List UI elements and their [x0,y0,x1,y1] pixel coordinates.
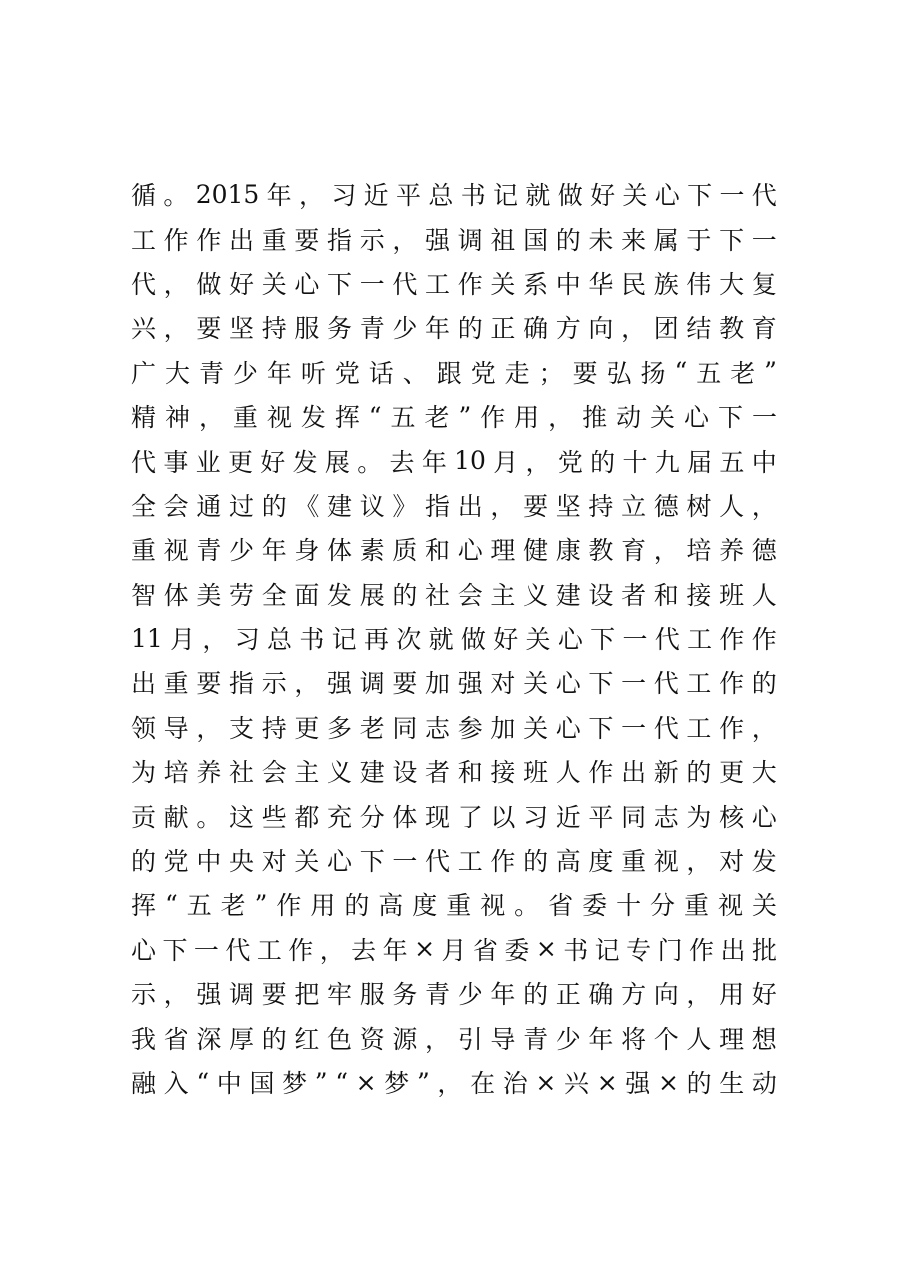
text-line: 精 神 ， 重 视 发 挥 “ 五 老 ” 作 用 ， 推 动 关 心 下 一 [131,401,777,433]
text-line: 广 大 青 少 年 听 党 话 、 跟 党 走 ； 要 弘 扬 “ 五 老 ” [131,357,777,388]
text-line: 智 体 美 劳 全 面 发 展 的 社 会 主 义 建 设 者 和 接 班 人 [131,580,777,610]
body-text [131,172,777,1104]
text-line: 为 培 养 社 会 主 义 建 设 者 和 接 班 人 作 出 新 的 更 大 [131,758,777,788]
text-line: 的 党 中 央 对 关 心 下 一 代 工 作 的 高 度 重 视 ， 对 发 [131,847,777,877]
text-line: 领 导 ， 支 持 更 多 老 同 志 参 加 关 心 下 一 代 工 作 ， [131,713,777,743]
text-line: 循 。 2015 年 ， 习 近 平 总 书 记 就 做 好 关 心 下 一 代 [131,179,777,211]
text-line: 11 月 ， 习 总 书 记 再 次 就 做 好 关 心 下 一 代 工 作 作 [131,623,777,655]
text-line: 全 会 通 过 的 《 建 议 》 指 出 ， 要 坚 持 立 德 树 人 ， [131,491,777,521]
text-line: 示 ， 强 调 要 把 牢 服 务 青 少 年 的 正 确 方 向 ， 用 好 [131,980,777,1010]
text-line: 工 作 作 出 重 要 指 示 ， 强 调 祖 国 的 未 来 属 于 下 一 [131,225,777,255]
text-line: 挥 “ 五 老 ” 作 用 的 高 度 重 视 。 省 委 十 分 重 视 关 [131,889,777,921]
text-line: 代 ， 做 好 关 心 下 一 代 工 作 关 系 中 华 民 族 伟 大 复 [131,269,777,299]
text-line: 代 事 业 更 好 发 展 。 去 年 10 月 ， 党 的 十 九 届 五 中 [131,446,777,477]
text-line: 兴 ， 要 坚 持 服 务 青 少 年 的 正 确 方 向 ， 团 结 教 育 [131,314,777,344]
text-line: 融 入 “ 中 国 梦 ” “ × 梦 ” ， 在 治 × 兴 × 强 × 的 生 动 [131,1067,777,1098]
text-line: 贡 献 。 这 些 都 充 分 体 现 了 以 习 近 平 同 志 为 核 心 [131,802,777,832]
text-line: 我 省 深 厚 的 红 色 资 源 ， 引 导 青 少 年 将 个 人 理 想 [131,1024,777,1054]
text-line: 重 视 青 少 年 身 体 素 质 和 心 理 健 康 教 育 ， 培 养 德 [131,536,777,566]
text-line: 心 下 一 代 工 作 ， 去 年 × 月 省 委 × 书 记 专 门 作 出 批 [131,934,777,965]
text-line: 出 重 要 指 示 ， 强 调 要 加 强 对 关 心 下 一 代 工 作 的 [131,669,777,699]
